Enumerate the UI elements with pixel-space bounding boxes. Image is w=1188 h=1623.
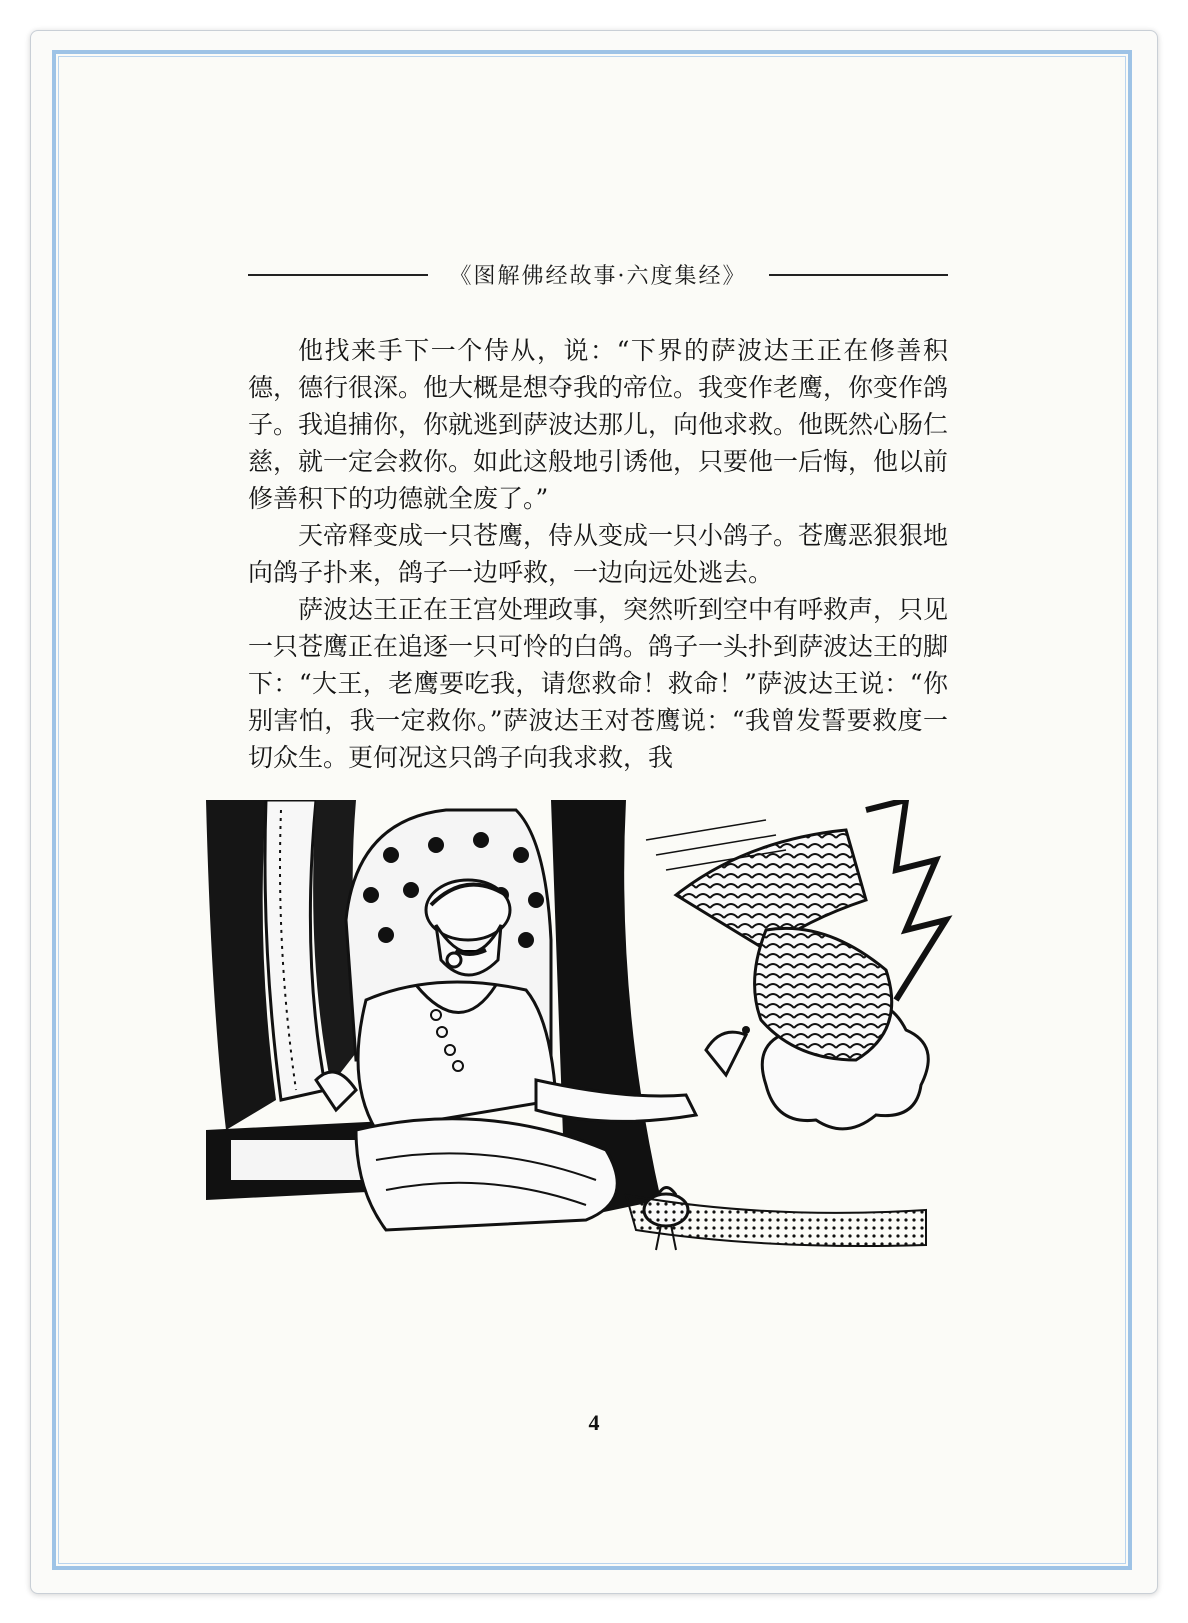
paragraph: 萨波达王正在王宫处理政事，突然听到空中有呼救声，只见一只苍鹰正在追逐一只可怜的白鸽。鸽子一头扑到萨波达王的脚下：“大王，老鹰要吃我，请您救命！救命！”萨波达王说：“你别害怕，我一定救你。”萨波达王对苍鹰说：“我曾发誓要救度一切众生。更何况这只鸽子向我求救，我 — [248, 595, 949, 772]
running-head — [248, 259, 948, 290]
header-rule-right — [769, 274, 949, 276]
page-number: 4 — [588, 1410, 600, 1435]
paragraph: 天帝释变成一只苍鹰，侍从变成一只小鸽子。苍鹰恶狠狠地向鸽子扑来，鸽子一边呼救，一边向远处逃去。 — [248, 521, 949, 587]
book-title: 《图解佛经故事·六度集经》 — [449, 264, 747, 289]
body-text — [248, 332, 948, 776]
header-rule-left — [248, 274, 428, 276]
king-and-eagle-illustration — [206, 800, 976, 1310]
paragraph: 他找来手下一个侍从，说：“下界的萨波达王正在修善积德，德行很深。他大概是想夺我的帝位。我变作老鹰，你变作鸽子。我追捕你，你就逃到萨波达那儿，向他求救。他既然心肠仁慈，就一定会救你。如此这般地引诱他，只要他一后悔，他以前修善积下的功德就全废了。” — [248, 336, 949, 513]
rug — [626, 1195, 926, 1246]
